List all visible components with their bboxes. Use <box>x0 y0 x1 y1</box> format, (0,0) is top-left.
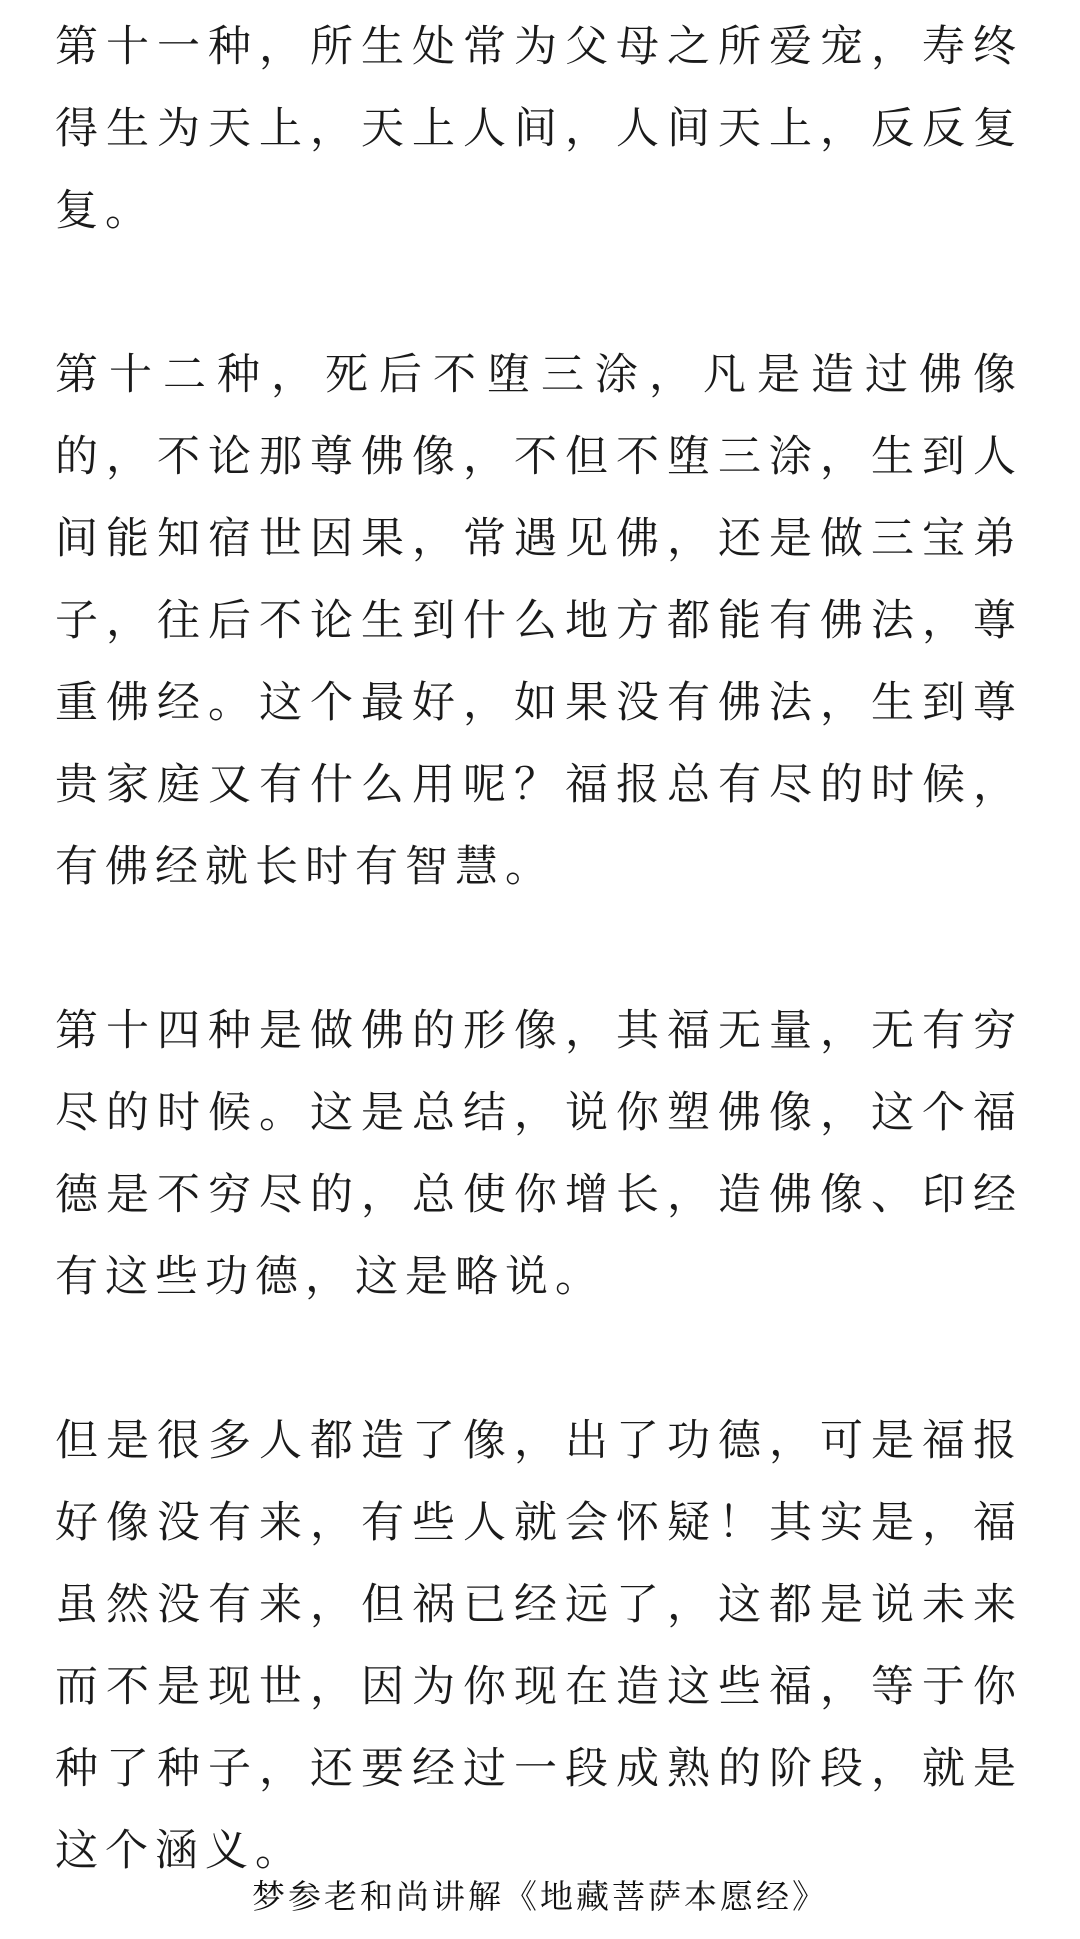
paragraph-fourteenth-merit: 第十四种是做佛的形像，其福无量，无有穷尽的时候。这是总结，说你塑佛像，这个福德是不穷尽的，总使你增长，造佛像、印经有这些功德，这是略说。 <box>55 1006 1023 1302</box>
source-caption: 梦参老和尚讲解《地藏菩萨本愿经》 <box>252 1877 828 1916</box>
paragraph-explanation: 但是很多人都造了像，出了功德，可是福报好像没有来，有些人就会怀疑！其实是，福虽然没有来，但祸已经远了，这都是说未来而不是现世，因为你现在造这些福，等于你种了种子，还要经过一段成熟的阶段，就是这个涵义。 <box>55 1416 1023 1876</box>
paragraph-twelfth-merit: 第十二种，死后不堕三涂，凡是造过佛像的，不论那尊佛像，不但不堕三涂，生到人间能知宿世因果，常遇见佛，还是做三宝弟子，往后不论生到什么地方都能有佛法，尊重佛经。这个最好，如果没有佛法，生到尊贵家庭又有什么用呢？福报总有尽的时候，有佛经就长时有智慧。 <box>55 350 1023 892</box>
paragraph-eleventh-merit: 第十一种，所生处常为父母之所爱宠，寿终得生为天上，天上人间，人间天上，反反复复。 <box>55 22 1023 236</box>
article-body <box>55 6 1023 1892</box>
